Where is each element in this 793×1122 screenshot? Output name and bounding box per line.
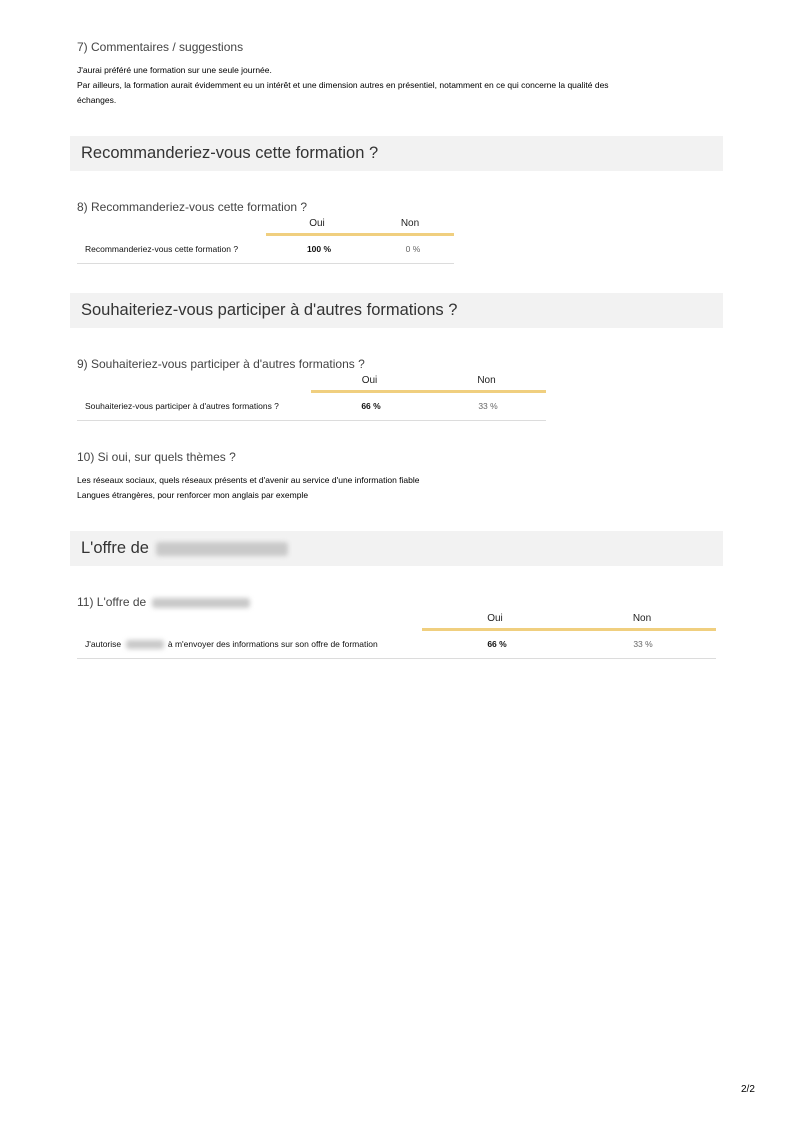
column-header-yes: Oui <box>361 375 378 386</box>
redacted-name <box>126 640 164 649</box>
question-9-title: 9) Souhaiteriez-vous participer à d'autres formations ? <box>77 357 365 371</box>
header-underline <box>422 628 716 631</box>
row-divider <box>77 658 716 659</box>
page-number: 2/2 <box>741 1084 755 1095</box>
answer-line: J'aurai préféré une formation sur une seule journée. <box>77 65 272 75</box>
row-label: Recommanderiez-vous cette formation ? <box>85 244 239 254</box>
section-title: Recommanderiez-vous cette formation ? <box>81 144 379 162</box>
row-divider <box>77 263 454 264</box>
question-7-answer <box>77 63 717 108</box>
column-header-yes: Oui <box>309 218 325 229</box>
column-header-no: Non <box>632 613 652 624</box>
question-10-title: 10) Si oui, sur quels thèmes ? <box>77 450 236 464</box>
section-header-offer <box>70 531 723 566</box>
question-8-title: 8) Recommanderiez-vous cette formation ? <box>77 200 308 214</box>
section-header-recommend <box>70 136 723 171</box>
column-header-no: Non <box>477 375 496 386</box>
section-header-other-trainings <box>70 293 723 328</box>
yes-percentage: 66 % <box>361 401 381 411</box>
redacted-name <box>152 598 250 608</box>
section-title <box>81 539 288 558</box>
answer-line: Les réseaux sociaux, quels réseaux présents et d'avenir au service d'une information fiable <box>77 475 420 485</box>
answer-line: échanges. <box>77 95 117 105</box>
yes-percentage: 66 % <box>487 639 507 649</box>
answer-line: Langues étrangères, pour renforcer mon anglais par exemple <box>77 490 309 500</box>
question-11-title-prefix: 11) L'offre de <box>77 595 147 609</box>
row-label-prefix: J'autorise <box>85 639 122 649</box>
no-percentage: 0 % <box>405 244 421 254</box>
header-underline <box>311 390 546 393</box>
column-header-yes: Oui <box>487 613 503 624</box>
row-divider <box>77 420 546 421</box>
row-label: Souhaiteriez-vous participer à d'autres formations ? <box>85 401 279 411</box>
row-label-suffix: à m'envoyer des informations sur son offre de formation <box>167 639 378 649</box>
row-label <box>85 639 378 649</box>
question-7-title: 7) Commentaires / suggestions <box>77 40 244 54</box>
no-percentage: 33 % <box>633 639 653 649</box>
yes-percentage: 100 % <box>306 244 332 254</box>
no-percentage: 33 % <box>478 401 498 411</box>
header-underline <box>266 233 454 236</box>
answer-line: Par ailleurs, la formation aurait évidemment eu un intérêt et une dimension autres en présentiel, notamment en ce qui concerne la qualité des <box>77 80 609 90</box>
column-header-no: Non <box>400 218 420 229</box>
redacted-name <box>156 542 288 556</box>
question-10-answer <box>77 473 717 503</box>
question-11-title <box>77 595 250 609</box>
section-title-prefix: L'offre de <box>81 539 149 557</box>
section-title: Souhaiteriez-vous participer à d'autres formations ? <box>81 301 458 319</box>
